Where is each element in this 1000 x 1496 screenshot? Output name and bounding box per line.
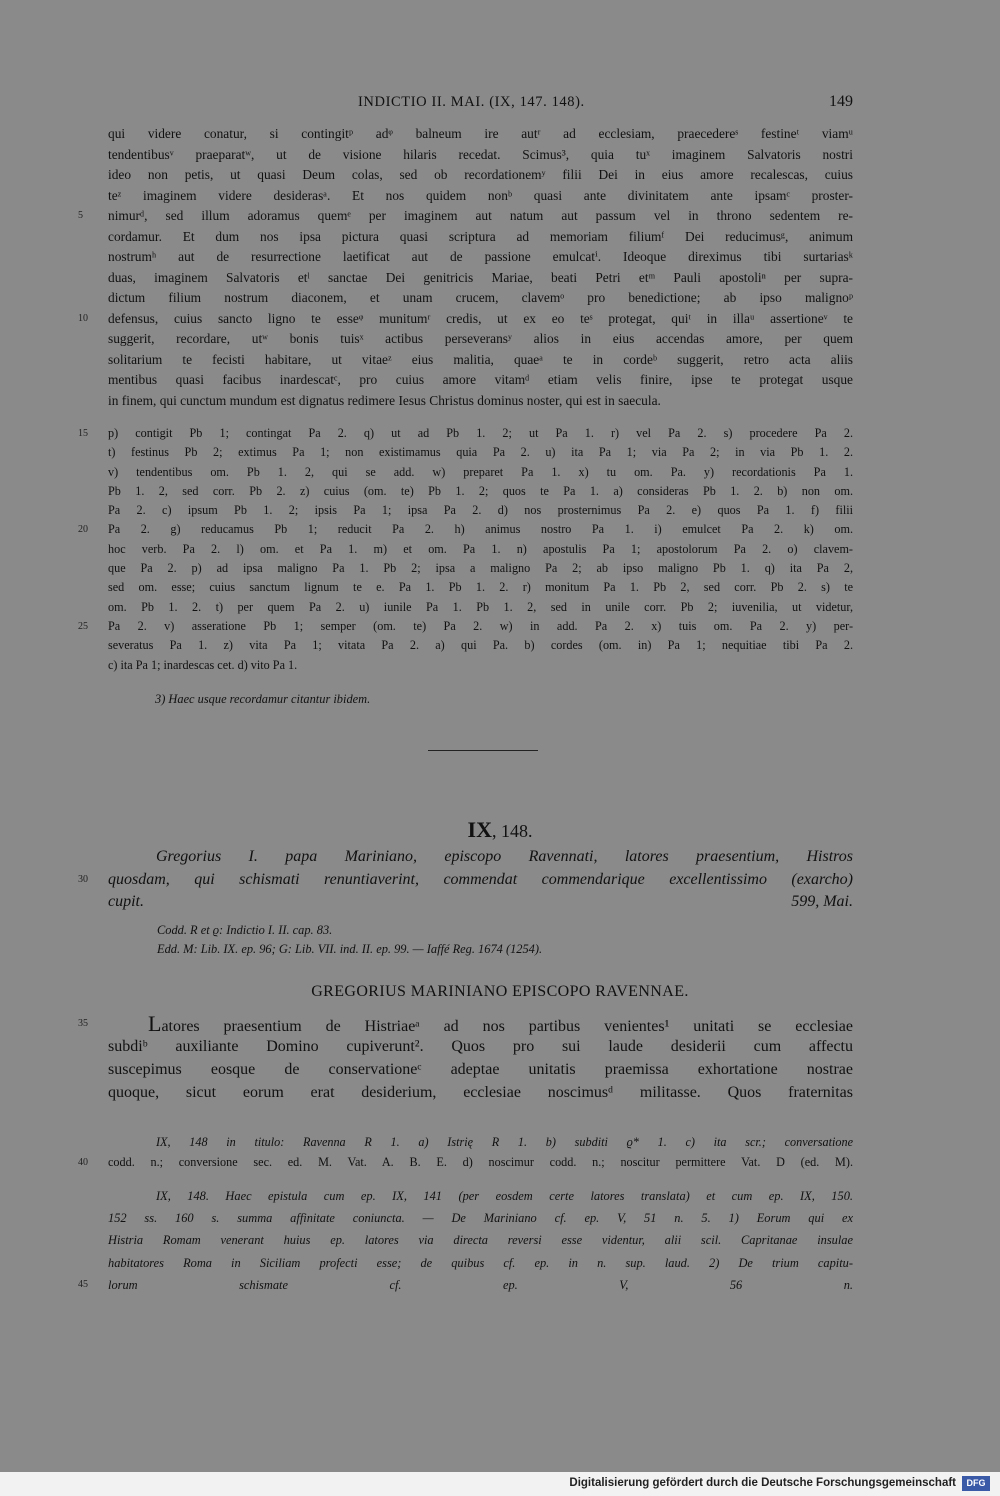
letter-line: quoque, sicut eorum erat desiderium, ecclesiae noscimusᵈ militasse. Quos fraternitas (108, 1084, 853, 1101)
text-line: v) tendentibus om. Pb 1. 2, qui se add. w) preparet Pa 1. x) tu om. Pa. y) recordationis Pa 1. (108, 464, 853, 479)
drop-cap: L (148, 1011, 162, 1036)
letter-date: 599, Mai. (791, 893, 853, 910)
summary-line: 30 quosdam, qui schismati renuntiaverint, commendat commendarique excellentissimo (exarcho) (108, 869, 853, 892)
line-number: 5 (78, 210, 83, 221)
apparatus-line: 40 codd. n.; conversione sec. ed. M. Vat. A. B. E. d) noscimur codd. n.; noscitur permittere Vat. D (ed. M). (108, 1153, 853, 1173)
letter-apparatus (78, 1133, 853, 1172)
letter-line: subdiᵇ auxiliante Domino cupiverunt². Quos pro sui laude desiderii cum affectu (108, 1038, 853, 1055)
document-number-rest: , 148. (491, 821, 533, 841)
line-number: 25 (78, 620, 88, 632)
letter-address: GREGORIUS MARINIANO EPISCOPO RAVENNAE. (311, 983, 689, 1000)
text-line: cordamur. Et dum nos ipsa pictura quasi scriptura ad memoriam filiumᶠ Dei reducimusᵍ, animum (108, 228, 853, 244)
summary-date-row (108, 891, 853, 914)
text-line: mentibus quasi facibus inardescatᶜ, pro cuius amore vitamᵈ etiam velis finire, ipse te protegat usque (108, 372, 853, 387)
commentary-line: Histria Romam venerant huius ep. latores via directa reversi esse videntur, alii scil. Capritanae insulae (108, 1233, 853, 1248)
codices-line: Codd. R et ϱ: Indictio I. II. cap. 83. (157, 923, 333, 937)
letter-line: suscepimus eosque de conservationeᶜ adeptae unitatis praemissa exhortatione nostrae (108, 1061, 853, 1078)
line-number: 15 (78, 428, 88, 439)
commentary-line: IX, 148. Haec epistula cum ep. IX, 141 (per eosdem certe latores translata) et cum ep. IX, 150. (156, 1189, 853, 1203)
text-line: duas, imaginem Salvatoris etˡ sanctae Dei genitricis Mariae, beati Petri etᵐ Pauli apostoliⁿ per supra- (108, 269, 853, 285)
summary-cupit: cupit. (108, 893, 144, 910)
commentary-line: habitatores Roma in Siciliam profecti esse; de quibus cf. ep. in n. sup. laud. 2) De trium capitu- (108, 1255, 853, 1270)
commentary-notes (78, 1185, 853, 1296)
apparatus-line: IX, 148 in titulo: Ravenna R 1. a) Istrię R 1. b) subditi ϱ* 1. c) ita scr.; conversatione (156, 1135, 853, 1149)
commentary-line: 45 lorum schismate cf. ep. V, 56 n. (108, 1274, 853, 1296)
document-summary (78, 846, 853, 914)
footer-credit: Digitalisierung gefördert durch die Deutsche Forschungsgemeinschaft (569, 1477, 956, 1489)
text-line: qui videre conatur, si contingitᵖ adᵠ balneum ire autʳ ad ecclesiam, praecedereˢ festineᵗ viamᵘ (108, 126, 853, 141)
text-line: t) festinus Pb 2; extimus Pa 1; non existimamus quia Pa 2. u) ita Pa 1; via Pa 2; in via Pb 1. 2. (108, 445, 853, 460)
manuscripts-editions (157, 921, 542, 959)
footer-bar (0, 1472, 1000, 1496)
line-number: 35 (78, 1018, 88, 1029)
commentary-line: 152 ss. 160 s. summa affinitate coniuncta. — De Mariniano cf. ep. V, 51 n. 5. 1) Eorum qui ex (108, 1211, 853, 1226)
summary-line: Gregorius I. papa Mariniano, episcopo Ravennati, latores praesentium, Histros (156, 848, 853, 865)
main-text (78, 124, 853, 411)
text-line: sed om. esse; cuius sanctum lignum te e. Pa 1. Pb 1. 2. r) monitum Pa 1. Pb 2, sed corr. Pb 2. s) te (108, 580, 853, 595)
critical-apparatus (78, 424, 853, 675)
line-number: 30 (78, 873, 88, 885)
text-line: que Pa 2. p) ad ipsa maligno Pa 1. Pb 2; ipsa a maligno Pa 2; ab ipso maligno Pb 1. q) ita Pa 2, (108, 561, 853, 576)
text-line: 20 Pa 2. g) reducamus Pb 1; reducit Pa 2. h) animus nostro Pa 1. i) emulcet Pa 2. k) om. (108, 520, 853, 539)
document-number (0, 817, 1000, 843)
editions-line: Edd. M: Lib. IX. ep. 96; G: Lib. VII. ind. II. ep. 99. — Iaffé Reg. 1674 (1254). (157, 942, 543, 956)
text-line: in finem, qui cunctum mundum est dignatus redimere Iesus Christus dominus noster, qui est in saecula. (108, 392, 661, 408)
page-number: 149 (829, 93, 853, 110)
line-number: 40 (78, 1156, 88, 1168)
text-line: suggerit, recordare, utʷ bonis tuisˣ actibus perseveransʸ alios in eius accendas amore, per quem (108, 331, 853, 346)
text-line: Pa 2. c) ipsum Pb 1. 2; ipsis Pa 1; ipsa Pa 2. d) nos prosternimus Pa 2. e) quos Pa 1. f) filii (108, 503, 853, 518)
line-number: 45 (78, 1278, 88, 1290)
text-line: 25 Pa 2. v) asseratione Pb 1; semper (om. te) Pa 2. w) in add. Pa 2. x) tuis om. Pa 2. y) per- (108, 617, 853, 636)
document-number-roman: IX (467, 817, 492, 842)
text-line: tendentibusᵛ praeparatʷ, ut de visione hilaris recedat. Scimus³, quia tuˣ imaginem Salvatoris nostri (108, 146, 853, 162)
letter-text (78, 1011, 853, 1104)
text-line: solitarium te fecisti habitare, ut vitaeᶻ eius malitia, quaeᵃ te in cordeᵇ suggerit, retro acta aliis (108, 351, 853, 367)
text-line: 5 nimurᵈ, sed illum adoramus quemᵉ per imaginem aut natum aut passum vel in throno sedentem re- (108, 206, 853, 227)
section-divider (428, 750, 538, 751)
text-line: c) ita Pa 1; inardescas cet. d) vito Pa 1. (108, 657, 298, 672)
running-header (108, 94, 853, 116)
line-number: 20 (78, 524, 88, 536)
footnote-3: 3) Haec usque recordamur citantur ibidem. (155, 692, 371, 706)
text-line: nostrumʰ aut de resurrectione laetificat aut de passione emulcatⁱ. Ideoque direximus tibi surtariasᵏ (108, 249, 853, 264)
text-line: hoc verb. Pa 2. l) om. et Pa 1. m) et om. Pa 1. n) apostulis Pa 1; apostolorum Pa 2. o) clavem- (108, 541, 853, 556)
dfg-logo: DFG (962, 1476, 990, 1491)
text-line: Pb 1. 2, sed corr. Pb 2. z) cuius (om. te) Pb 1. 2; quos te Pa 1. a) consideras Pb 1. 2. b) non om. (108, 483, 853, 498)
line-number: 10 (78, 312, 88, 324)
letter-line: 35 Latores praesentium de Histriaeᵃ ad nos partibus venientes¹ unitati se ecclesiae (78, 1011, 853, 1036)
text-line: dictum filium nostrum diaconem, et unam crucem, clavemᵒ pro benedictione; ab ipso malignoᵖ (108, 290, 853, 305)
text-line: 10 defensus, cuius sancto ligno te esseᵠ munitumʳ credis, ut ex eo teˢ protegat, quiᵗ in illaᵘ assertioneᵛ te (108, 309, 853, 330)
text-line: ideo non petis, ut quasi Deum colas, sed ob recordationemʸ filii Dei in eius amore recalescas, cuius (108, 167, 853, 182)
text-line: teᶻ imaginem videre desiderasᵃ. Et nos quidem nonᵇ quasi ante divinitatem ante ipsamᶜ proster- (108, 187, 853, 203)
text-line: severatus Pa 1. z) vita Pa 1; vitata Pa 2. a) qui Pa. b) cordes (om. in) Pa 1; nequitiae tibi Pa 2. (108, 638, 853, 653)
text-line: 15 p) contigit Pb 1; contingat Pa 2. q) ut ad Pb 1. 2; ut Pa 1. r) vel Pa 2. s) procedere Pa 2. (108, 424, 853, 443)
running-title: INDICTIO II. MAI. (IX, 147. 148). (358, 94, 585, 110)
text-line: om. Pb 1. 2. t) per quem Pa 2. u) iunile Pa 1. Pb 1. 2, sed in unile corr. Pb 2; iuvenilia, ut videtur, (108, 599, 853, 614)
